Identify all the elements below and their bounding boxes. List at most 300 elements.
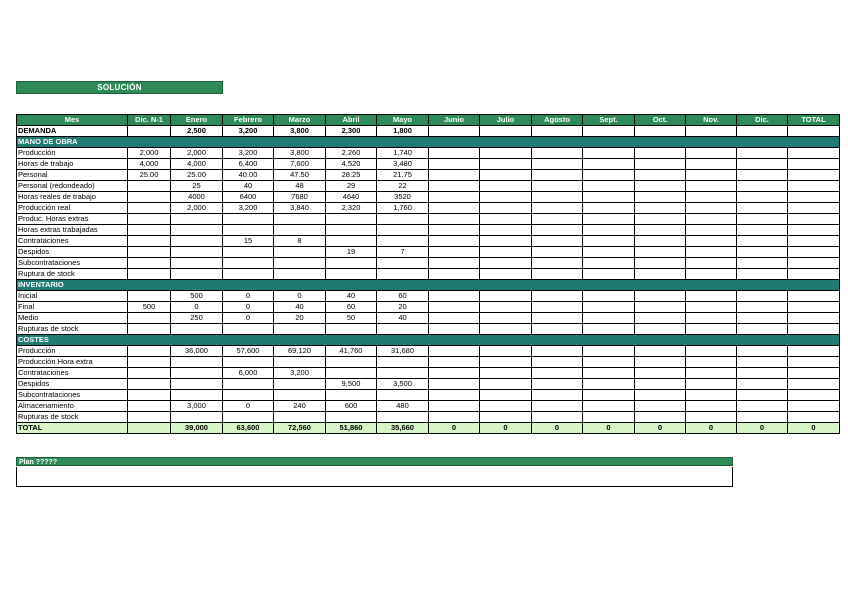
table-row [17,247,840,258]
table-cell [532,236,583,247]
table-cell [429,324,480,335]
table-cell [737,357,788,368]
table-cell [737,258,788,269]
table-cell [686,368,737,379]
table-cell [128,379,171,390]
table-cell [223,379,274,390]
table-cell [429,247,480,258]
table-cell [128,236,171,247]
table-cell [480,346,532,357]
table-cell [583,379,635,390]
table-cell [326,390,377,401]
table-cell [788,390,840,401]
table-cell [480,357,532,368]
table-cell [583,390,635,401]
row-label: Rupturas de stock [17,324,128,335]
table-cell: 2,500 [171,126,223,137]
table-cell: 3,480 [377,159,429,170]
table-cell [686,412,737,423]
table-cell [377,390,429,401]
table-cell [429,203,480,214]
table-cell [635,181,686,192]
table-cell [737,170,788,181]
table-cell [377,236,429,247]
table-cell [429,412,480,423]
table-cell [377,357,429,368]
table-cell [429,192,480,203]
table-cell [128,390,171,401]
row-label: Inicial [17,291,128,302]
table-cell [128,313,171,324]
column-header: Oct. [635,115,686,126]
table-cell [583,324,635,335]
table-cell [737,225,788,236]
table-cell: 2,300 [326,126,377,137]
table-cell [480,401,532,412]
table-cell [583,181,635,192]
table-cell [635,401,686,412]
table-cell: 25.00 [128,170,171,181]
section-title: COSTES [17,335,840,346]
table-cell [788,225,840,236]
table-row [17,170,840,181]
table-cell: 40 [377,313,429,324]
table-cell [532,159,583,170]
table-cell [583,258,635,269]
table-cell [171,412,223,423]
table-cell [737,390,788,401]
table-cell: 47.50 [274,170,326,181]
table-cell: 0 [532,423,583,434]
table-cell [686,170,737,181]
row-label: Horas extras trabajadas [17,225,128,236]
table-cell [532,357,583,368]
table-cell: 39,000 [171,423,223,434]
table-cell [274,357,326,368]
table-cell: 15 [223,236,274,247]
table-cell [480,269,532,280]
row-label: TOTAL [17,423,128,434]
table-cell [128,247,171,258]
table-cell [788,291,840,302]
table-cell [429,214,480,225]
table-cell [532,192,583,203]
table-cell [635,379,686,390]
table-cell [737,203,788,214]
table-cell [480,159,532,170]
table-row [17,192,840,203]
table-cell: 50 [326,313,377,324]
table-cell [326,269,377,280]
table-cell [429,291,480,302]
row-label: Ruptura de stock [17,269,128,280]
table-cell [223,247,274,258]
table-cell [171,225,223,236]
table-cell: 20 [274,313,326,324]
table-cell [223,258,274,269]
table-cell [532,368,583,379]
table-cell [128,258,171,269]
table-cell: 51,860 [326,423,377,434]
table-cell [480,302,532,313]
table-cell: 600 [326,401,377,412]
table-cell: 57,600 [223,346,274,357]
table-cell [737,368,788,379]
table-cell [480,192,532,203]
row-label: Produc. Horas extras [17,214,128,225]
table-cell [377,269,429,280]
table-cell [274,269,326,280]
table-cell: 0 [274,291,326,302]
table-cell [171,357,223,368]
table-cell [532,247,583,258]
table-cell [686,126,737,137]
table-cell: 240 [274,401,326,412]
row-label: Contrataciones [17,368,128,379]
table-cell [429,346,480,357]
table-cell [429,390,480,401]
table-cell [788,181,840,192]
table-cell [480,214,532,225]
table-cell [635,324,686,335]
table-cell [429,258,480,269]
table-cell [532,346,583,357]
table-cell [686,258,737,269]
table-cell [480,324,532,335]
table-cell [532,401,583,412]
table-cell [686,181,737,192]
table-cell [480,247,532,258]
table-cell [326,236,377,247]
table-cell: 7,600 [274,159,326,170]
table-cell [128,324,171,335]
table-cell [686,192,737,203]
table-cell: 29 [326,181,377,192]
table-cell: 0 [223,313,274,324]
table-row [17,181,840,192]
row-label: Final [17,302,128,313]
table-cell [480,170,532,181]
table-cell [788,126,840,137]
table-cell: 0 [223,302,274,313]
table-cell [737,379,788,390]
row-label: Producción [17,346,128,357]
table-cell [377,258,429,269]
row-label: Medio [17,313,128,324]
column-header: Dic. [737,115,788,126]
table-row [17,346,840,357]
table-row [17,423,840,434]
column-header: Abril [326,115,377,126]
plan-title: Plan ????? [16,457,733,466]
table-cell: 8 [274,236,326,247]
table-cell [429,302,480,313]
table-cell [635,313,686,324]
table-cell [429,236,480,247]
table-cell: 3,800 [274,148,326,159]
table-cell: 69,120 [274,346,326,357]
table-cell [223,390,274,401]
table-cell [788,192,840,203]
table-cell [223,357,274,368]
table-cell: 36,000 [171,346,223,357]
table-cell [429,401,480,412]
table-cell [583,203,635,214]
table-cell: 4,000 [128,159,171,170]
table-cell [429,357,480,368]
table-cell [686,225,737,236]
table-cell [583,346,635,357]
table-cell: 35,660 [377,423,429,434]
table-cell: 3,200 [223,203,274,214]
table-cell [128,203,171,214]
table-cell [583,170,635,181]
table-cell: 3,000 [171,401,223,412]
table-cell: 7 [377,247,429,258]
table-cell [788,401,840,412]
table-cell [686,247,737,258]
row-label: Subcontrataciones [17,390,128,401]
table-cell [583,302,635,313]
table-cell [635,236,686,247]
column-header: Mayo [377,115,429,126]
table-cell [532,302,583,313]
table-cell [532,214,583,225]
table-cell [274,225,326,236]
table-cell [686,302,737,313]
table-cell [326,412,377,423]
table-cell [532,269,583,280]
table-cell [737,181,788,192]
table-cell [583,236,635,247]
column-header: Sept. [583,115,635,126]
table-cell [480,313,532,324]
table-cell [326,324,377,335]
table-row [17,126,840,137]
table-cell [686,379,737,390]
table-cell: 2,320 [326,203,377,214]
table-cell [635,258,686,269]
table-cell [788,214,840,225]
table-cell: 25.00 [171,170,223,181]
table-cell: 0 [737,423,788,434]
table-cell: 41,760 [326,346,377,357]
table-cell [128,269,171,280]
table-cell [583,269,635,280]
table-cell [788,324,840,335]
table-cell: 72,560 [274,423,326,434]
table-cell: 3,200 [274,368,326,379]
table-cell: 500 [128,302,171,313]
table-cell [583,357,635,368]
table-row [17,379,840,390]
column-header: Junio [429,115,480,126]
table-cell [635,357,686,368]
table-cell [583,126,635,137]
table-cell [274,379,326,390]
table-cell [326,214,377,225]
row-label: Horas reales de trabajo [17,192,128,203]
table-cell [635,390,686,401]
table-cell [171,258,223,269]
table-cell: 0 [788,423,840,434]
table-cell [583,247,635,258]
table-cell: 3,840 [274,203,326,214]
table-cell [686,203,737,214]
table-cell: 3,200 [223,148,274,159]
table-cell [480,181,532,192]
row-label: Subcontrataciones [17,258,128,269]
column-header: Febrero [223,115,274,126]
row-label: Rupturas de stock [17,412,128,423]
table-cell: 60 [377,291,429,302]
table-cell [635,192,686,203]
table-cell: 1,760 [377,203,429,214]
table-cell [635,203,686,214]
table-cell [480,258,532,269]
table-cell [583,313,635,324]
table-cell: 48 [274,181,326,192]
table-cell [480,412,532,423]
table-row [17,313,840,324]
row-label: DEMANDA [17,126,128,137]
table-cell [326,368,377,379]
table-cell [686,236,737,247]
table-cell [128,368,171,379]
table-row [17,148,840,159]
plan-area [16,467,733,487]
table-cell: 500 [171,291,223,302]
table-cell: 0 [686,423,737,434]
table-cell [635,412,686,423]
table-cell [480,390,532,401]
column-header: Dic. N-1 [128,115,171,126]
table-cell [274,412,326,423]
table-cell [171,269,223,280]
table-cell [635,148,686,159]
table-cell [171,390,223,401]
table-cell [171,379,223,390]
table-cell [223,225,274,236]
table-cell [788,170,840,181]
table-cell [429,379,480,390]
table-cell [532,412,583,423]
table-cell [128,181,171,192]
table-cell [171,368,223,379]
table-cell [686,401,737,412]
table-cell [480,225,532,236]
table-cell: 40 [274,302,326,313]
table-cell [583,225,635,236]
table-cell: 3,800 [274,126,326,137]
table-cell: 3,500 [377,379,429,390]
table-cell [686,324,737,335]
table-cell [223,324,274,335]
section-header [17,137,840,148]
table-cell: 250 [171,313,223,324]
table-row [17,302,840,313]
table-cell [429,170,480,181]
table-cell [788,159,840,170]
planning-table [16,114,840,434]
table-cell [532,313,583,324]
table-row [17,324,840,335]
table-cell [377,214,429,225]
table-cell: 4640 [326,192,377,203]
table-body [17,126,840,434]
table-cell [635,302,686,313]
column-header: Nov. [686,115,737,126]
table-row [17,368,840,379]
table-cell [480,126,532,137]
table-cell: 60 [326,302,377,313]
table-cell [377,412,429,423]
table-cell: 6400 [223,192,274,203]
table-cell: 6,400 [223,159,274,170]
table-cell [788,148,840,159]
table-cell [480,148,532,159]
table-cell [737,214,788,225]
table-row [17,291,840,302]
table-cell [686,159,737,170]
table-cell: 4000 [171,192,223,203]
table-cell [635,346,686,357]
table-cell: 3,200 [223,126,274,137]
table-cell [171,247,223,258]
table-cell [737,247,788,258]
table-cell: 40.00 [223,170,274,181]
row-label: Contrataciones [17,236,128,247]
table-cell [686,357,737,368]
table-cell [480,379,532,390]
table-cell [583,148,635,159]
table-cell [788,258,840,269]
table-cell [377,324,429,335]
table-cell: 0 [480,423,532,434]
solution-title: SOLUCIÓN [16,81,223,94]
section-title: MANO DE OBRA [17,137,840,148]
column-header: Mes [17,115,128,126]
table-cell: 0 [429,423,480,434]
table-cell [737,236,788,247]
table-cell [583,291,635,302]
table-cell: 6,000 [223,368,274,379]
table-row [17,412,840,423]
table-cell [737,401,788,412]
table-cell [583,192,635,203]
table-row [17,159,840,170]
table-cell [532,225,583,236]
table-cell [532,324,583,335]
table-cell: 28.25 [326,170,377,181]
table-cell: 1,800 [377,126,429,137]
table-cell [274,390,326,401]
row-label: Personal [17,170,128,181]
table-cell [686,214,737,225]
table-cell: 0 [635,423,686,434]
table-cell [788,412,840,423]
table-cell [635,225,686,236]
table-cell [737,126,788,137]
table-cell [788,247,840,258]
table-cell [583,412,635,423]
table-cell [635,368,686,379]
table-cell: 4,520 [326,159,377,170]
table-cell: 0 [583,423,635,434]
row-label: Producción real [17,203,128,214]
table-cell [635,247,686,258]
table-cell [429,225,480,236]
